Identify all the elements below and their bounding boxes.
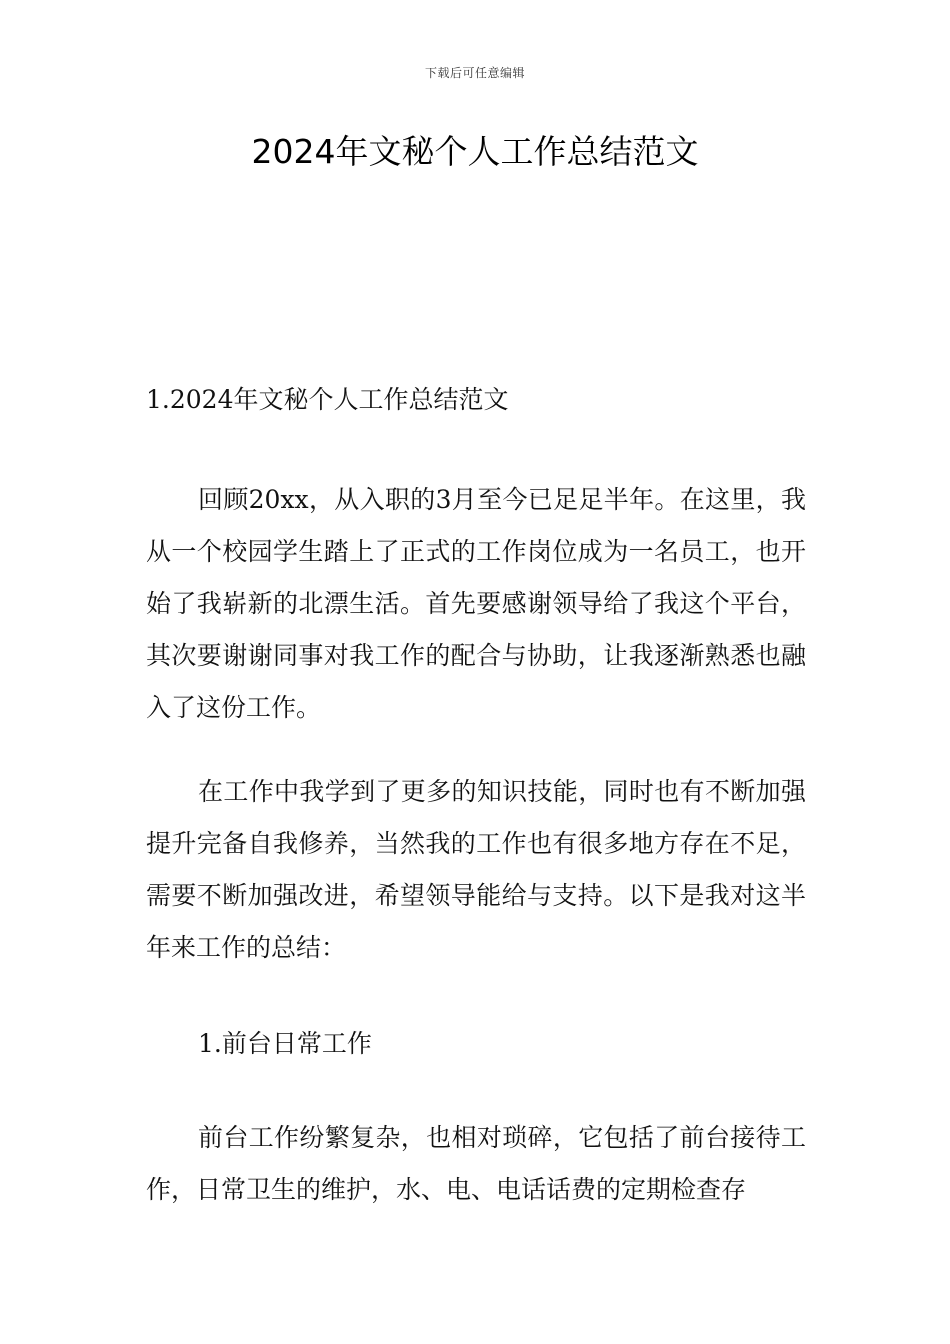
paragraph-learning: 在工作中我学到了更多的知识技能，同时也有不断加强提升完备自我修养，当然我的工作也有很多地方存在不足，需要不断加强改进，希望领导能给与支持。以下是我对这半年来工作的总结： [146, 777, 806, 962]
document-title: 2024年文秘个人工作总结范文 [251, 132, 699, 171]
paragraph-front-desk: 前台工作纷繁复杂，也相对琐碎，它包括了前台接待工作，日常卫生的维护，水、电、电话话费的定期检查存 [146, 1123, 806, 1204]
section-heading: 1.2024年文秘个人工作总结范文 [146, 385, 509, 414]
paragraph-intro: 回顾20xx，从入职的3月至今已足足半年。在这里，我从一个校园学生踏上了正式的工作岗位成为一名员工，也开始了我崭新的北漂生活。首先要感谢领导给了我这个平台，其次要谢谢同事对我工作的配合与协助，让我逐渐熟悉也融入了这份工作。 [146, 485, 806, 722]
sub-heading-front-desk: 1.前台日常工作 [198, 1029, 372, 1058]
header-note: 下载后可任意编辑 [424, 66, 525, 80]
